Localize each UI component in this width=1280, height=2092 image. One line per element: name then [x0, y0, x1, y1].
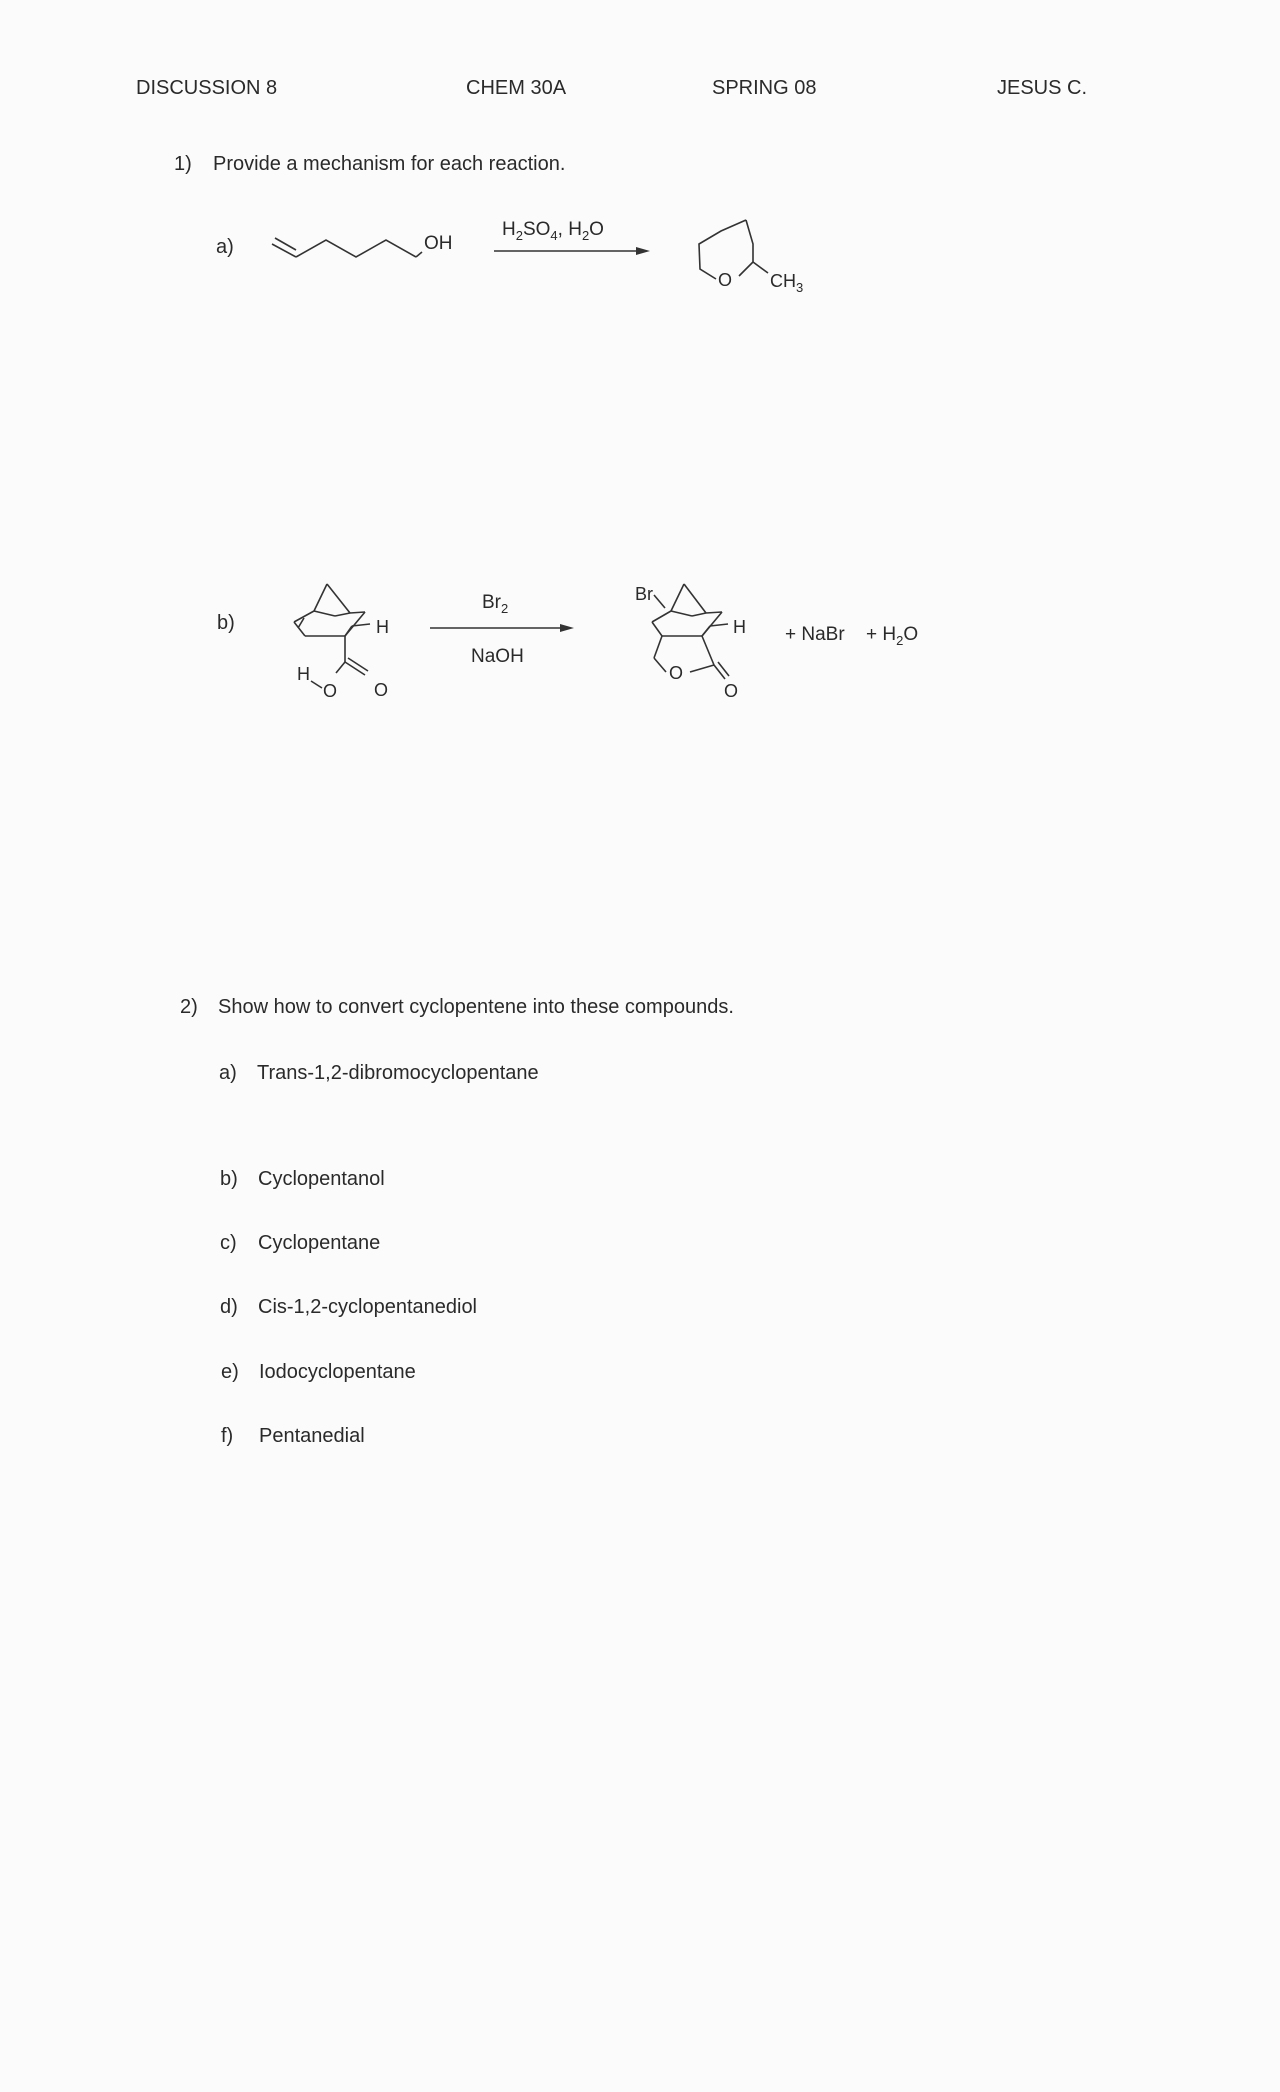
term-label: SPRING 08 [712, 77, 817, 99]
reactant-a-structure [272, 233, 453, 257]
list-item-label: c) [220, 1232, 237, 1254]
question-1-prompt: Provide a mechanism for each reaction. [213, 153, 566, 175]
reactant-b-carbonyl-oxygen: O [374, 680, 389, 700]
list-item-text: Trans-1,2-dibromocyclopentane [257, 1062, 539, 1084]
list-item-text: Cyclopentane [258, 1232, 381, 1254]
list-item-label: a) [219, 1062, 237, 1084]
reaction-b-reagent-bottom: NaOH [471, 646, 524, 667]
byproducts [785, 624, 918, 648]
list-item-label: b) [220, 1168, 238, 1190]
product-b-structure [635, 584, 746, 701]
reaction-a-reagent: $H_2SO_4$, $H_2O$ [502, 219, 604, 243]
product-b-ring-oxygen: O [669, 663, 684, 683]
reactant-b-hydroxyl-oxygen: O [323, 681, 338, 701]
discussion-title: DISCUSSION 8 [136, 77, 278, 99]
reactant-b-hydrogen: H [376, 617, 389, 637]
list-item-text: Cyclopentanol [258, 1168, 385, 1190]
reaction-b-label: b) [217, 612, 235, 634]
list-item-text: Pentanedial [259, 1425, 365, 1447]
byproduct-sodium-bromide: + NaBr [785, 624, 845, 645]
product-b-bromine: Br [635, 584, 653, 604]
list-item-text: Cis-1,2-cyclopentanediol [258, 1296, 478, 1318]
reaction-a-label: a) [216, 236, 234, 258]
question-2-prompt: Show how to convert cyclopentene into these compounds. [218, 996, 734, 1018]
product-b-hydrogen: H [733, 617, 746, 637]
product-a-methyl-label: $CH_3$ [770, 271, 804, 295]
question-1-number: 1) [174, 153, 192, 175]
author-name: JESUS C. [997, 77, 1088, 99]
product-a-ring-oxygen: O [718, 270, 733, 290]
reactant-a-hydroxyl-label: OH [424, 233, 453, 254]
product-b-carbonyl-oxygen: O [724, 681, 739, 701]
list-item-label: e) [221, 1361, 239, 1383]
question-2-number: 2) [180, 996, 198, 1018]
list-item-label: f) [221, 1425, 234, 1447]
reaction-a-arrow [494, 219, 650, 255]
course-code: CHEM 30A [466, 77, 567, 99]
byproduct-water: + $H_2O$ [866, 624, 919, 648]
reactant-b-acid-hydrogen: H [297, 664, 310, 684]
reactant-b-structure [294, 584, 389, 701]
reaction-b-reagent-top: $Br_2$ [482, 592, 509, 616]
list-item-text: Iodocyclopentane [259, 1361, 416, 1383]
product-a-structure [699, 220, 803, 295]
reaction-b-arrow [430, 592, 574, 667]
list-item-label: d) [220, 1296, 238, 1318]
